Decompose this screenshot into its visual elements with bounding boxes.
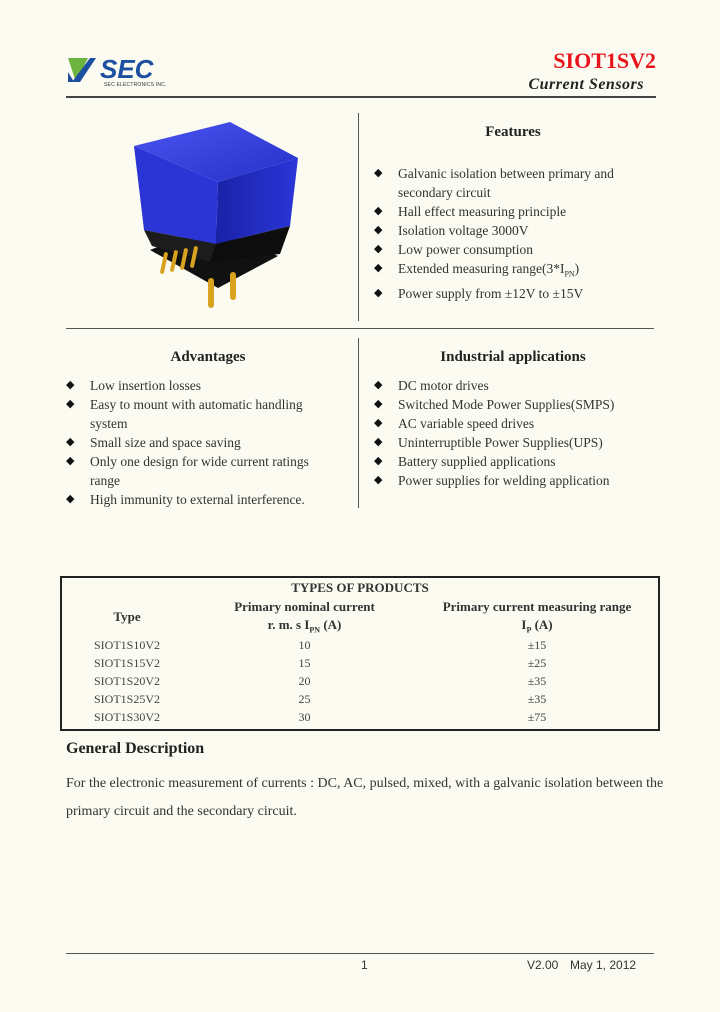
col-header-range: Primary current measuring range $I_P$ (A) xyxy=(442,599,632,635)
header-divider xyxy=(66,96,656,98)
cell-nominal: 20 xyxy=(298,674,311,688)
diamond-bullet-icon: ◆ xyxy=(374,167,383,179)
cell-nominal: 30 xyxy=(298,710,311,724)
types-of-products-table xyxy=(60,576,660,731)
current-sensor-image xyxy=(120,118,310,318)
diamond-bullet-icon: ◆ xyxy=(374,224,383,236)
list-item: ◆ Extended measuring $range(3*I_{PN})$ xyxy=(374,261,580,279)
col-header-nominal: Primary nominal current r. m. s $I_{PN}$ (A) xyxy=(234,599,375,635)
col-header-type: Type xyxy=(113,609,141,624)
list-item: ◆ Isolation voltage 3000V xyxy=(374,223,529,238)
cell-type: SIOT1S20V2 xyxy=(93,674,160,688)
advantages-list xyxy=(66,376,342,509)
list-item: ◆ Hall effect measuring principle xyxy=(374,204,567,219)
sec-logo xyxy=(66,52,186,96)
cell-nominal: 25 xyxy=(298,692,311,706)
sec-logo-icon xyxy=(66,52,186,96)
diamond-bullet-icon: ◆ xyxy=(374,286,383,299)
logo-text: SEC xyxy=(100,54,154,84)
list-item: ◆ Power supply from ±12V to ±15V xyxy=(374,285,584,301)
product-category: Current Sensors xyxy=(528,76,644,93)
cell-range: ±35 xyxy=(527,674,547,688)
diamond-bullet-icon: ◆ xyxy=(374,417,383,429)
cell-range: ±25 xyxy=(527,656,547,670)
table-row xyxy=(62,690,658,708)
cell-nominal: 10 xyxy=(298,638,311,652)
top-column-divider xyxy=(358,113,359,321)
cell-range: ±15 xyxy=(527,638,547,652)
date: May 1, 2012 xyxy=(570,958,637,972)
table-row xyxy=(62,654,658,672)
table-row xyxy=(62,708,658,726)
list-item: ◆ DC motor drives xyxy=(374,378,489,393)
features-list xyxy=(374,164,654,303)
product-code: SIOT1SV2 xyxy=(553,48,656,73)
cell-nominal: 15 xyxy=(298,656,311,670)
diamond-bullet-icon: ◆ xyxy=(374,379,383,391)
table-body xyxy=(62,636,658,726)
list-item: ◆ Easy to mount with automatic handling system xyxy=(66,397,303,431)
page-number: 1 xyxy=(361,958,368,972)
diamond-bullet-icon: ◆ xyxy=(374,474,383,486)
general-description-title: General Description xyxy=(66,740,205,757)
cell-range: ±35 xyxy=(527,692,547,706)
advantages-title: Advantages xyxy=(170,349,246,365)
cell-type: SIOT1S25V2 xyxy=(93,692,160,706)
diamond-bullet-icon: ◆ xyxy=(374,436,383,448)
diamond-bullet-icon: ◆ xyxy=(66,493,75,505)
diamond-bullet-icon: ◆ xyxy=(374,262,383,274)
subscript: PN xyxy=(564,269,575,279)
diamond-bullet-icon: ◆ xyxy=(66,436,75,448)
cell-type: SIOT1S30V2 xyxy=(93,710,160,724)
list-item: ◆ Galvanic isolation between primary and secondary circuit xyxy=(374,166,614,200)
applications-title: Industrial applications xyxy=(440,349,586,365)
cell-type: SIOT1S15V2 xyxy=(93,656,160,670)
general-description-body: For the electronic measurement of currents : DC, AC, pulsed, mixed, with a galvanic isolation between the primary circuit and the secondary circuit. xyxy=(66,776,664,819)
middle-divider xyxy=(66,328,654,329)
list-item: ◆ Power supplies for welding application xyxy=(374,473,610,488)
list-item: ◆ Small size and space saving xyxy=(66,435,241,450)
diamond-bullet-icon: ◆ xyxy=(66,398,75,410)
list-item: ◆ Low power consumption xyxy=(374,242,533,257)
version: V2.00 xyxy=(527,958,559,972)
features-title: Features xyxy=(485,124,541,140)
list-item: ◆ Switched Mode Power Supplies(SMPS) xyxy=(374,397,615,412)
diamond-bullet-icon: ◆ xyxy=(374,205,383,217)
list-item: ◆ Low insertion losses xyxy=(66,378,201,393)
table-title: TYPES OF PRODUCTS xyxy=(291,580,429,595)
diamond-bullet-icon: ◆ xyxy=(66,379,75,391)
diamond-bullet-icon: ◆ xyxy=(374,243,383,255)
bottom-column-divider xyxy=(358,338,359,508)
list-item: ◆ Only one design for wide current ratings range xyxy=(66,454,309,488)
diamond-bullet-icon: ◆ xyxy=(66,455,75,467)
list-item: ◆ Battery supplied applications xyxy=(374,454,556,469)
applications-list xyxy=(374,376,664,490)
footer-divider xyxy=(66,953,654,954)
list-item: ◆ Uninterruptible Power Supplies(UPS) xyxy=(374,435,603,450)
diamond-bullet-icon: ◆ xyxy=(374,398,383,410)
cell-range: ±75 xyxy=(527,710,547,724)
logo-subtext: SEC ELECTRONICS INC. xyxy=(104,82,167,88)
cell-type: SIOT1S10V2 xyxy=(93,638,160,652)
list-item: ◆ High immunity to external interference. xyxy=(66,492,305,507)
diamond-bullet-icon: ◆ xyxy=(374,455,383,467)
table-row xyxy=(62,636,658,654)
list-item: ◆ AC variable speed drives xyxy=(374,416,535,431)
table-row xyxy=(62,672,658,690)
